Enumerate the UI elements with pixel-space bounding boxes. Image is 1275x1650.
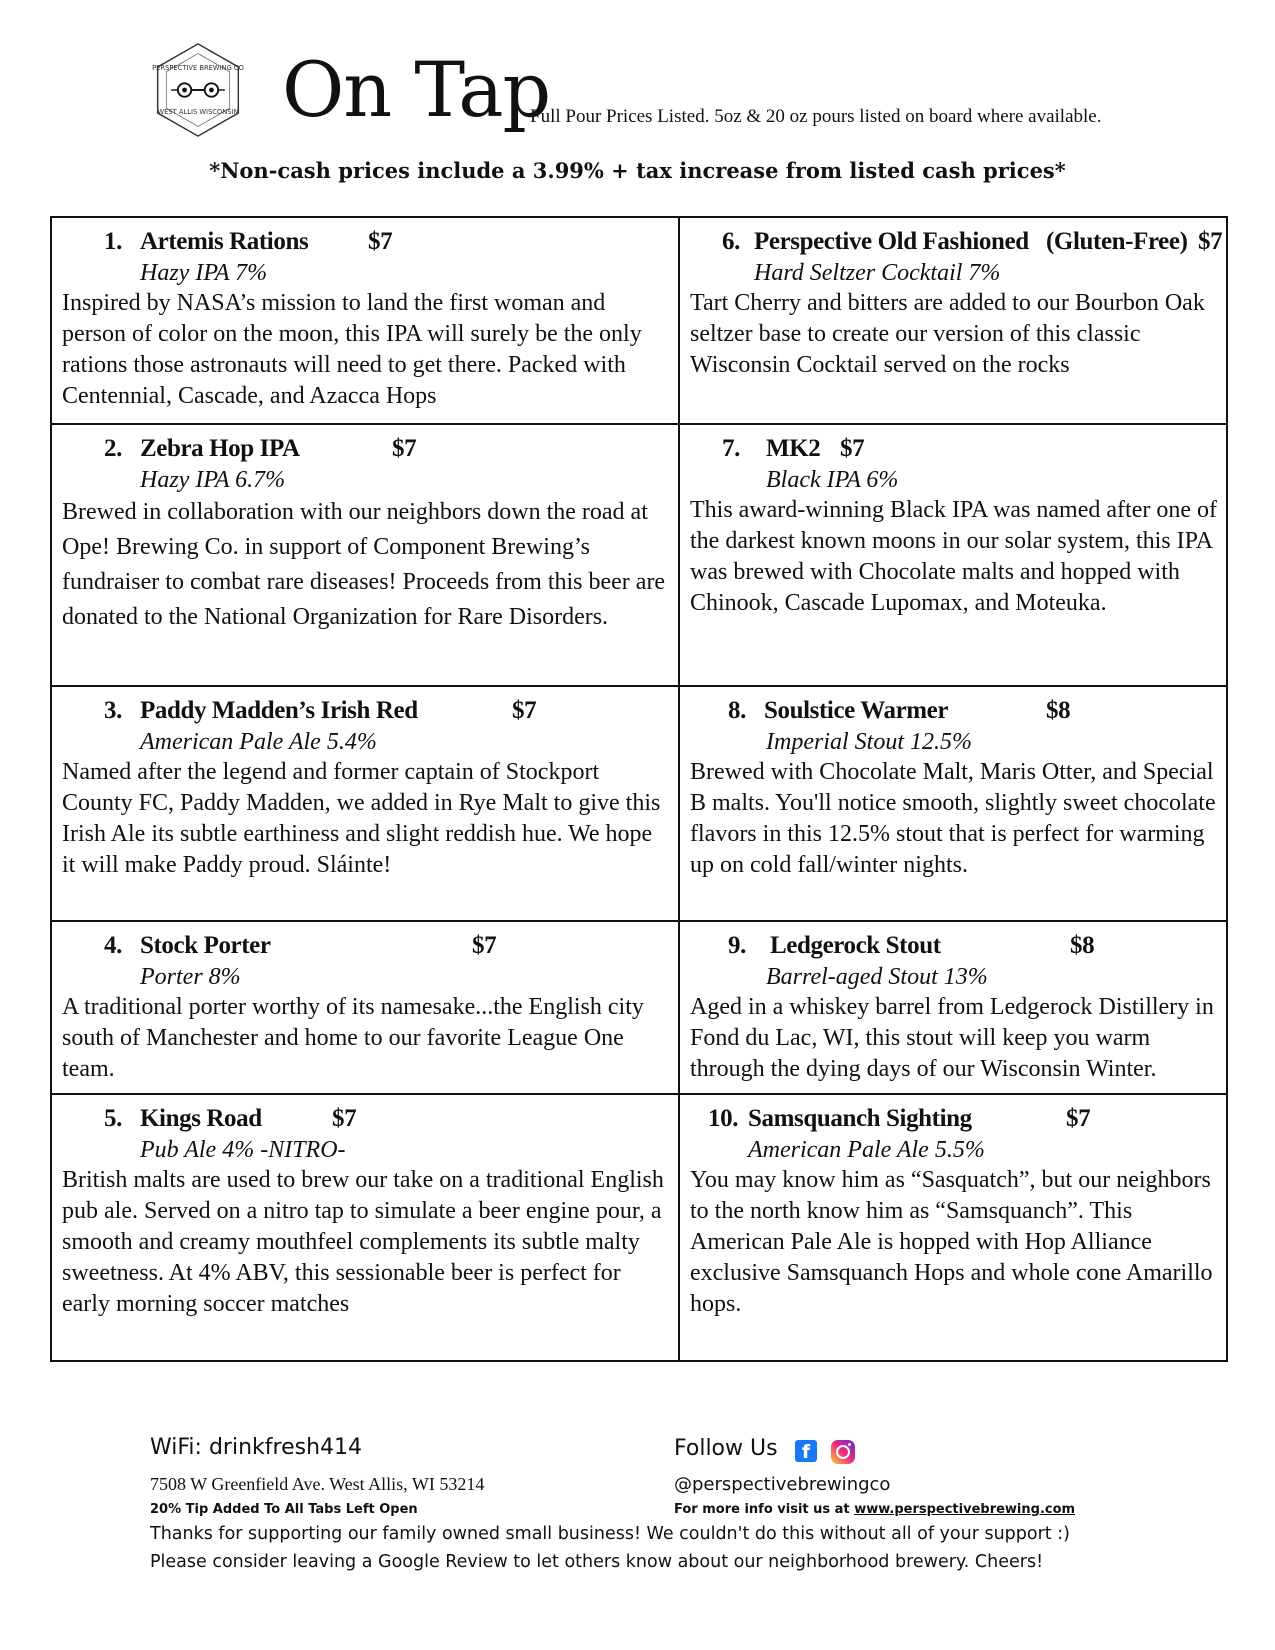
beer-price: $8 [1070,932,1095,959]
beer-description: You may know him as “Sasquatch”, but our neighbors to the north know him as “Samsquanch”. This American Pale Ale is hopped with Hop Alliance exclusive Samsquanch Hops and whole cone Amarillo hops. [690,1167,1213,1317]
beer-description: A traditional porter worthy of its namesake...the English city south of Manchester and home to our favorite League One team. [62,994,644,1082]
beer-card [51,217,679,424]
beer-number: 5. [104,1105,122,1132]
brewery-logo [150,42,246,138]
more-info-label: For more info visit us at [674,1502,850,1517]
social-handle[interactable]: @perspectivebrewingco [674,1474,891,1495]
beer-style: Imperial Stout 12.5% [766,729,972,755]
website-link[interactable]: www.perspectivebrewing.com [854,1502,1076,1517]
beer-name: Soulstice Warmer [764,697,949,724]
price-notice: *Non-cash prices include a 3.99% + tax increase from listed cash prices* [209,158,1066,183]
beer-style: Hard Seltzer Cocktail 7% [754,260,1001,286]
beer-card [51,1094,679,1361]
beer-name: Samsquanch Sighting [748,1105,972,1132]
beer-description: Brewed in collaboration with our neighbors down the road at Ope! Brewing Co. in support of Component Brewing’s fundraiser to combat rare diseases! Proceeds from this beer are donated to the National Organization for Rare Disorders. [62,499,666,630]
beer-description: Aged in a whiskey barrel from Ledgerock Distillery in Fond du Lac, WI, this stout will keep you warm through the dying days of our Wisconsin Winter. [690,994,1214,1082]
beer-card [679,1094,1227,1361]
beer-note: (Gluten-Free) [1046,228,1188,255]
beer-number: 2. [104,435,122,462]
beer-card [679,424,1227,686]
wifi-info: WiFi: drinkfresh414 [150,1435,362,1460]
beer-style: Hazy IPA 6.7% [140,467,286,493]
beer-name: Artemis Rations [140,228,309,255]
beer-style: American Pale Ale 5.5% [748,1137,985,1163]
beer-number: 8. [728,697,746,724]
beer-price: $7 [392,435,417,462]
beer-card [51,686,679,921]
beer-card [51,921,679,1094]
beer-style: Hazy IPA 7% [140,260,268,286]
beer-description: Brewed with Chocolate Malt, Maris Otter, and Special B malts. You'll notice smooth, slightly sweet chocolate flavors in this 12.5% stout that is perfect for warming up on cold fall/winter nights. [690,759,1216,878]
beer-price: $7 [1198,228,1223,255]
pour-note: Full Pour Prices Listed. 5oz & 20 oz pours listed on board where available. [530,106,1102,127]
beer-card [679,217,1227,424]
beer-card [679,921,1227,1094]
follow-us-label: Follow Us [674,1436,778,1461]
beer-price: $7 [840,435,865,462]
tap-list-table [50,216,1228,1362]
beer-price: $7 [332,1105,357,1132]
more-info-line [674,1502,1075,1517]
beer-name: Perspective Old Fashioned [754,228,1029,255]
beer-name: Zebra Hop IPA [140,435,300,462]
beer-price: $7 [512,697,537,724]
thanks-message: Thanks for supporting our family owned small business! We couldn't do this without all of your support :) [150,1524,1070,1544]
beer-price: $7 [472,932,497,959]
beer-price: $8 [1046,697,1071,724]
beer-description: Inspired by NASA’s mission to land the first woman and person of color on the moon, this IPA will surely be the only rations those astronauts will need to get there. Packed with Centennial, Cascade, and Azacca Hops [62,290,642,409]
facebook-icon[interactable]: f [795,1440,817,1462]
logo-top-text: PERSPECTIVE BREWING CO [152,63,244,72]
beer-number: 1. [104,228,122,255]
beer-style: Porter 8% [140,964,241,990]
tip-notice: 20% Tip Added To All Tabs Left Open [150,1502,418,1517]
beer-name: Stock Porter [140,932,271,959]
beer-name: Kings Road [140,1105,262,1132]
beer-number: 6. [722,228,740,255]
beer-number: 10. [708,1105,739,1132]
beer-name: MK2 [766,435,821,462]
beer-name: Ledgerock Stout [770,932,941,959]
beer-price: $7 [1066,1105,1091,1132]
beer-style: American Pale Ale 5.4% [140,729,377,755]
beer-card [51,424,679,686]
address: 7508 W Greenfield Ave. West Allis, WI 53214 [150,1474,485,1494]
beer-number: 7. [722,435,740,462]
page-title: On Tap [282,45,551,134]
beer-description: Tart Cherry and bitters are added to our Bourbon Oak seltzer base to create our version of this classic Wisconsin Cocktail served on the rocks [690,290,1205,378]
beer-description: This award-winning Black IPA was named after one of the darkest known moons in our solar system, this IPA was brewed with Chocolate malts and hopped with Chinook, Cascade Lupomax, and Moteuka. [690,497,1217,616]
beer-description: Named after the legend and former captain of Stockport County FC, Paddy Madden, we added in Rye Malt to give this Irish Ale its subtle earthiness and slight reddish hue. We hope it will make Paddy proud. Sláinte! [62,759,661,878]
beer-style: Pub Ale 4% -NITRO- [140,1137,346,1163]
review-message: Please consider leaving a Google Review to let others know about our neighborhood brewery. Cheers! [150,1552,1044,1572]
beer-style: Black IPA 6% [766,467,899,493]
beer-number: 9. [728,932,746,959]
logo-bottom-text: WEST ALLIS WISCONSIN [157,108,239,116]
beer-description: British malts are used to brew our take on a traditional English pub ale. Served on a nitro tap to simulate a beer engine pour, a smooth and creamy mouthfeel complements its subtle malty sweetness. At 4% ABV, this sessionable beer is perfect for early morning soccer matches [62,1167,664,1317]
beer-card [679,686,1227,921]
beer-name: Paddy Madden’s Irish Red [140,697,418,724]
beer-number: 4. [104,932,122,959]
beer-price: $7 [368,228,393,255]
beer-number: 3. [104,697,122,724]
beer-style: Barrel-aged Stout 13% [766,964,988,990]
instagram-icon[interactable] [831,1440,855,1464]
